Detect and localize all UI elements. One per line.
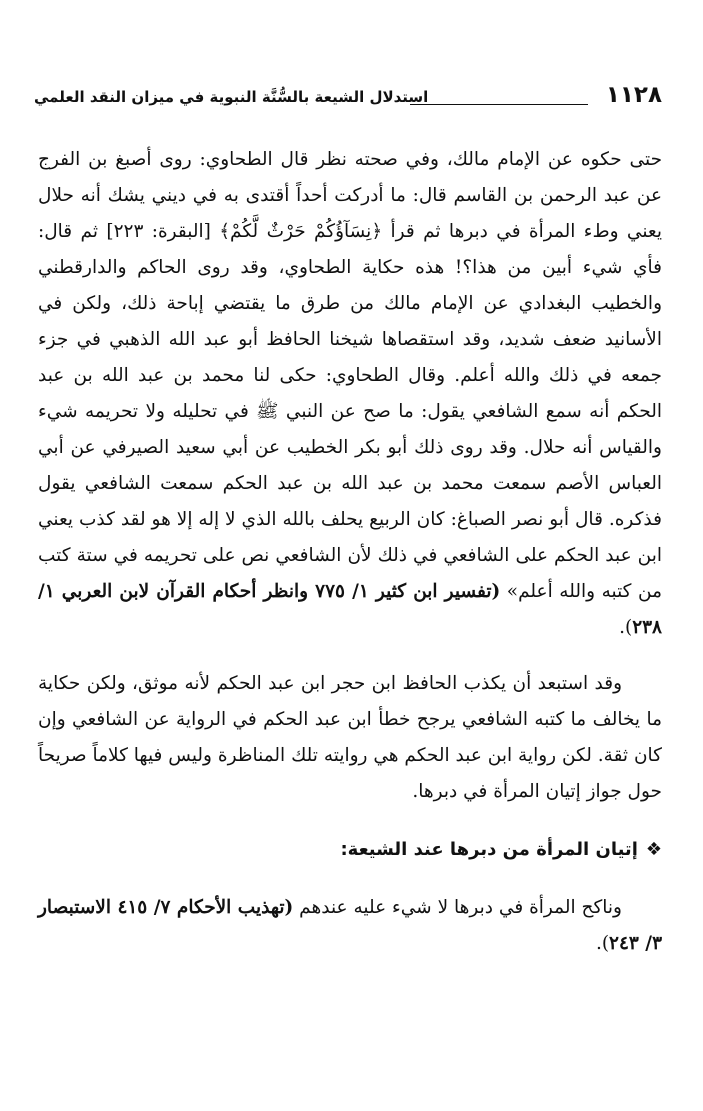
- paragraph-gap: [38, 646, 662, 666]
- paragraph-1-citation-end: ).: [619, 617, 633, 638]
- diamond-bullet-icon: ❖: [645, 839, 662, 860]
- paragraph-3-citation: (تهذيب الأحكام ٧/ ٤١٥ الاستبصار ٣/ ٢٤٣: [38, 897, 662, 954]
- paragraph-1-citation: (تفسير ابن كثير ١/ ٧٧٥ وانظر أحكام القرآن لابن العربي ١/ ٢٣٨: [38, 581, 662, 638]
- running-title: استدلال الشيعة بالسُّنَّة النبوية في ميزان النقد العلمي: [34, 88, 429, 106]
- paragraph-3-citation-end: ).: [595, 933, 610, 954]
- paragraph-2: وقد استبعد أن يكذب الحافظ ابن حجر ابن عبد الحكم لأنه موثق، ولكن حكاية ما يخالف ما كتبه الشافعي يرجح خطأ ابن عبد الحكم في الرواية عن الشافعي وإن كان ثقة. لكن رواية ابن عبد الحكم هي روايته تلك المناظرة وليس فيها كلاماً صريحاً حول جواز إتيان المرأة في دبرها.: [37, 673, 662, 802]
- paragraph-1-text: حتى حكوه عن الإمام مالك، وفي صحته نظر قال الطحاوي: روى أصبغ بن الفرج عن عبد الرحمن بن القاسم قال: ما أدركت أحداً أقتدى به في ديني يشك أنه حلال يعني وطء المرأة في دبرها ثم قرأ ﴿نِسَآؤُكُمْ حَرْثٌ لَّكُمْ﴾ [البقرة: ٢٢٣] ثم قال: فأي شيء أبين من هذا؟! هذه حكاية الطحاوي، وقد روى الحاكم والدارقطني والخطيب البغدادي عن الإمام مالك من طرق ما يقتضي إباحة ذلك، ولكن في الأسانيد ضعف شديد، وقد استقصاها شيخنا الحافظ أبو عبد الله الذهبي في جزء جمعه في ذلك والله أعلم. وقال الطحاوي: حكى لنا محمد بن عبد الله بن عبد الحكم أنه سمع الشافعي يقول: ما صح عن النبي ﷺ في تحليله ولا تحريمه شيء والقياس أنه حلال. وقد روى ذلك أبو بكر الخطيب عن أبي سعيد الصيرفي عن أبي العباس الأصم سمعت محمد بن عبد الله بن عبد الحكم سمعت الشافعي يقول فذكره. قال أبو نصر الصباغ: كان الربيع يحلف بالله الذي لا إله إلا هو لقد كذب يعني ابن عبد الحكم على الشافعي في ذلك لأن الشافعي نص على تحريمه في ستة كتب من كتبه والله أعلم»: [38, 149, 663, 602]
- paragraph-1: [38, 142, 662, 646]
- section-heading-text: إتيان المرأة من دبرها عند الشيعة:: [340, 839, 638, 860]
- paragraph-gap: [38, 810, 662, 830]
- page-body: [38, 142, 662, 962]
- paragraph-3-text: وناكح المرأة في دبرها لا شيء عليه عندهم: [299, 897, 622, 918]
- section-heading: [38, 830, 662, 870]
- paragraph-3: [38, 890, 662, 962]
- paragraph-gap: [38, 870, 662, 890]
- page-header: [34, 82, 662, 112]
- page-number: ١١٢٨: [605, 82, 662, 108]
- header-rule: [410, 104, 588, 105]
